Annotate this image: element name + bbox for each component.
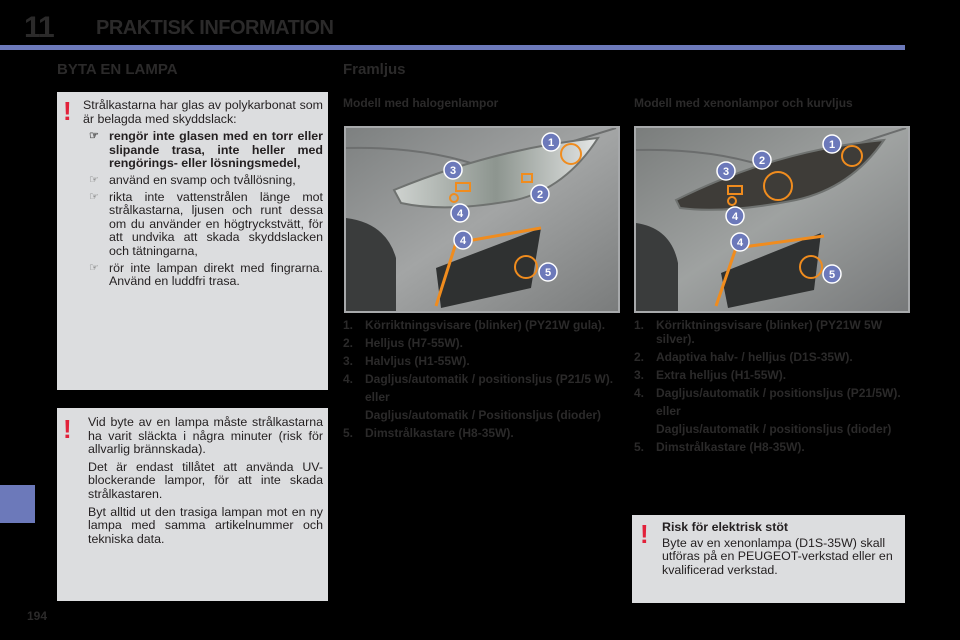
callout-2: 2: [536, 189, 544, 201]
callout-5: 5: [544, 267, 552, 279]
callout-4a: 4: [731, 211, 739, 223]
callout-4b: 4: [459, 235, 467, 247]
chapter-title: PRAKTISK INFORMATION: [96, 17, 334, 39]
pointing-hand-icon: ☞: [89, 173, 99, 186]
warning-title: Risk för elektrisk stöt: [662, 520, 789, 534]
warning-bullets: [83, 130, 323, 289]
warning-paragraph: Det är endast tillåtet att använda UV-blockerande lampor, för att inte skada strålkastaren.: [88, 459, 323, 501]
section-subtitle: Framljus: [343, 61, 406, 78]
warning-intro: Strålkastarna har glas av polykarbonat som är belagda med skyddslack:: [83, 98, 323, 126]
bullet-item: ☞ rengör inte glasen med en torr eller slipande trasa, inte heller med rengörings- eller lösningsmedel,: [89, 129, 323, 171]
lamp-item: 1. Körriktningsvisare (blinker) (PY21W gula).: [343, 318, 606, 332]
page-number: 194: [27, 609, 48, 623]
header-rule: [0, 45, 905, 50]
xenon-model-heading: Modell med xenonlampor och kurvljus: [634, 96, 853, 110]
lamp-item: 5. Dimstrålkastare (H8-35W).: [634, 440, 805, 454]
bullet-item: ☞ rikta inte vattenstrålen länge mot strålkastarna, ljusen och runt dessa om du använder en högtryckstvätt, för att undvika att skada skyddslacken och tätningarna,: [89, 189, 323, 258]
callout-2: 2: [758, 155, 766, 167]
lamp-item: 4. Dagljus/automatik / positionsljus (P21/5 W). eller Dagljus/automatik / Positionsljus (dioder): [343, 372, 614, 422]
pointing-hand-icon: ☞: [89, 261, 99, 274]
callout-3: 3: [449, 165, 457, 177]
pointing-hand-icon: ☞: [89, 190, 99, 203]
exclamation-icon: !: [63, 414, 72, 444]
chapter-number: 11: [24, 11, 54, 44]
exclamation-icon: !: [63, 96, 72, 126]
xenon-headlight-photo: [634, 126, 910, 313]
warning-paragraph: Byt alltid ut den trasiga lampan mot en ny lampa med samma artikelnummer och tekniska data.: [88, 504, 323, 546]
warning-box-bulb-change: [57, 408, 328, 601]
lamp-item: 4. Dagljus/automatik / positionsljus (P21/5W). eller Dagljus/automatik / positionsljus (dioder): [634, 386, 901, 436]
section-title: BYTA EN LAMPA: [57, 61, 178, 78]
lamp-item: 3. Extra helljus (H1-55W).: [634, 368, 787, 382]
chapter-side-tab: [0, 485, 35, 523]
halogen-headlight-photo: [344, 126, 620, 313]
callout-4b: 4: [736, 237, 744, 249]
lamp-item: 3. Halvljus (H1-55W).: [343, 354, 470, 368]
callout-3: 3: [722, 166, 730, 178]
xenon-lamp-list: [634, 318, 909, 458]
lamp-item: 5. Dimstrålkastare (H8-35W).: [343, 426, 514, 440]
callout-1: 1: [547, 137, 555, 149]
lamp-item: 1. Körriktningsvisare (blinker) (PY21W 5W silver).: [634, 318, 883, 346]
halogen-model-heading: Modell med halogenlampor: [343, 96, 499, 110]
warning-text: Byte av en xenonlampa (D1S-35W) skall utföras på en PEUGEOT-verkstad eller en kvalificerad verkstad.: [662, 535, 893, 577]
callout-4a: 4: [456, 208, 464, 220]
bullet-item: ☞ rör inte lampan direkt med fingrarna. Använd en luddfri trasa.: [89, 260, 323, 289]
halogen-lamp-list: [343, 318, 628, 444]
pointing-hand-icon: ☞: [89, 130, 99, 143]
warning-box-polycarbonate: [57, 92, 328, 390]
lamp-item: 2. Helljus (H7-55W).: [343, 336, 464, 350]
bullet-item: ☞ använd en svamp och tvållösning,: [89, 172, 296, 187]
exclamation-icon: !: [640, 519, 649, 549]
warning-paragraph: Vid byte av en lampa måste strålkastarna ha varit släckta i några minuter (risk för allvarlig brännskada).: [88, 415, 323, 457]
lamp-item: 2. Adaptiva halv- / helljus (D1S-35W).: [634, 350, 853, 364]
callout-1: 1: [828, 139, 836, 151]
warning-box-electric-shock: [632, 515, 905, 603]
callout-5: 5: [828, 269, 836, 281]
